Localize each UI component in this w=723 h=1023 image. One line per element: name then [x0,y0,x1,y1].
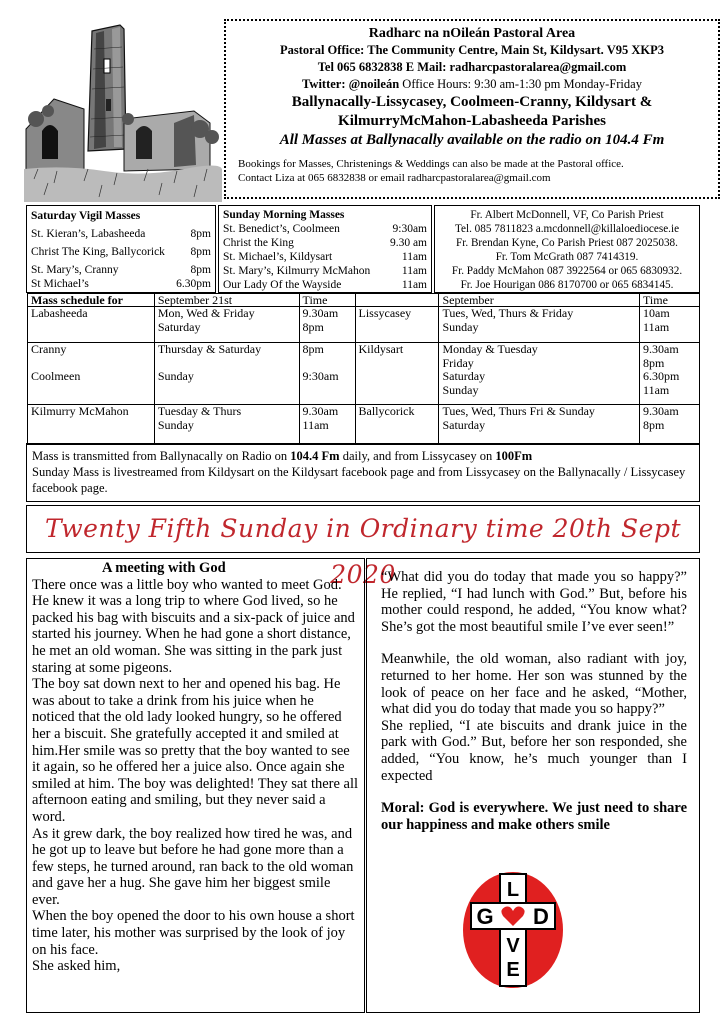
table-cell: Labasheeda [28,307,155,343]
table-row [28,405,700,445]
transmission-note [26,443,700,502]
church-ruin-illustration [24,19,222,202]
table-cell: 10am 11am [640,307,700,343]
pastoral-header-box [224,19,720,199]
logo-letter-d: D [533,904,549,929]
transmission-line-2: Sunday Mass is livestreamed from Kildysart on the Kildysart facebook page and from Lissycasey on the Ballynacally / Lissycasey facebook page. [32,465,686,495]
logo-letter-e: E [506,959,520,981]
table-header-cell: Mass schedule for [28,294,155,307]
list-item: St. Michael’s, Kildysart 11am [223,251,427,263]
table-header-cell [355,294,439,307]
pastoral-office-address: Pastoral Office: The Community Centre, Main St, Kildysart. V95 XKP3 [280,43,664,57]
logo-letter-l: L [506,879,520,901]
list-item: Christ the King 9.30 am [223,237,427,249]
radio-note: All Masses at Ballynacally available on the radio on 104.4 Fm [279,132,665,148]
clergy-line: Fr. Brendan Kyne, Co Parish Priest 087 2025038. [456,237,678,249]
table-cell: 9.30am 8pm [640,405,700,445]
table-header-cell: Time [299,294,355,307]
list-item: St. Kieran’s, Labasheeda 8pm [31,228,211,240]
list-item: St. Mary’s, Cranny 8pm [31,264,211,276]
parishes-line-1: Ballynacally-Lissycasey, Coolmeen-Cranny, Kildysart & [291,94,653,110]
clergy-line: Fr. Paddy McMahon 087 3922564 or 065 6830932. [451,265,683,277]
bookings-line-2: Contact Liza at 065 6832838 or email radharcpastoralarea@gmail.com [238,172,551,184]
story-paragraph: When the boy opened the door to his own house a short time later, his mother was surprised by the look of joy on his face. [32,908,355,958]
table-cell: 8pm 9:30am [299,343,355,405]
table-cell: Monday & Tuesday Friday Saturday Sunday [439,343,640,405]
clergy-line: Fr. Tom McGrath 087 7414319. [495,251,639,263]
story-paragraph: “What did you do today that made you so happy?” He replied, “I had lunch with God.” But, before his mother could respond, he added, “You know what? She’s got the most beautiful smile I’ve ever seen!” [381,569,687,635]
table-row [28,307,700,343]
list-item: St. Benedict’s, Coolmeen 9:30am [223,223,427,235]
clergy-box [434,205,700,293]
transmission-line-1: Mass is transmitted from Ballynacally on Radio on 104.4 Fm daily, and from Lissycasey on 100Fm [32,449,533,463]
table-header-row [28,294,700,307]
sunday-morning-box [218,205,432,293]
mass-schedule-table [27,293,700,445]
table-cell: Mon, Wed & Friday Saturday [154,307,299,343]
god-love-cross-logo [461,870,566,990]
story-left-column [26,558,365,1013]
story-paragraph: She asked him, [32,958,121,975]
table-header-cell: Time [640,294,700,307]
story-paragraph: As it grew dark, the boy realized how tired he was, and he got up to leave but before he had gone more than a few steps, he turned around, ran back to the old woman and gave her a hug. She gave him her biggest smile ever. [32,825,354,908]
list-item: Our Lady Of the Wayside 11am [223,279,427,291]
sunday-title: Sunday Morning Masses [223,209,345,221]
table-cell: Ballycorick [355,405,439,445]
table-cell: Tues, Wed, Thurs Fri & Sunday Saturday [439,405,640,445]
table-header-cell: September 21st [154,294,299,307]
list-item: St. Mary’s, Kilmurry McMahon 11am [223,265,427,277]
twitter-handle: Twitter: @noileán [302,77,400,91]
table-cell: Kilmurry McMahon [28,405,155,445]
banner-title: Twenty Fifth Sunday in Ordinary time 20th Sept 2020 [44,514,682,589]
contact-line: Tel 065 6832838 E Mail: radharcpastoralarea@gmail.com [317,60,627,74]
clergy-line: Fr. Albert McDonnell, VF, Co Parish Priest [470,209,664,221]
table-cell: Tues, Wed, Thurs & Friday Sunday [439,307,640,343]
logo-letter-g: G [476,904,494,929]
pastoral-area-title: Radharc na nOileán Pastoral Area [368,26,576,41]
story-moral: Moral: God is everywhere. We just need to share our happiness and make others smile [381,800,687,833]
table-cell: Thursday & Saturday Sunday [154,343,299,405]
table-cell: Cranny Coolmeen [28,343,155,405]
table-cell: 9.30am 11am [299,405,355,445]
story-paragraph: Meanwhile, the old woman, also radiant with joy, returned to her home. Her son was stunned by the look of peace on her face and he asked, “Mother, what did you do today that made you so happy?” [381,651,687,718]
clergy-line: Tel. 085 7811823 a.mcdonnell@killaloediocese.ie [454,223,680,235]
table-header-cell: September [439,294,640,307]
story-paragraph: The boy sat down next to her and opened his bag. He was about to take a drink from his juice when he noticed that the old lady looked hungry, so he offered her a biscuit. She gratefully accepted it and smiled at him.Her smile was so pretty that the boy wanted to see it again, so he offered her a juice also. Once again she smiled at him. The boy was delighted! They sat there all afternoon eating and smiling, but they never said a word. [32,676,359,825]
list-item: Christ The King, Ballycorick 8pm [31,246,211,258]
logo-letter-v: V [506,935,520,957]
table-cell: Kildysart [355,343,439,405]
table-cell: 9.30am 8pm 6.30pm 11am [640,343,700,405]
story-paragraph: She replied, “I ate biscuits and drank juice in the park with God.” But, before her son responded, she added, “You know, he’s much younger than I expected [381,717,687,784]
bookings-note [238,157,624,185]
twitter-hours-line [226,76,718,93]
saturday-vigil-box [26,205,216,293]
story-title: A meeting with God [102,560,226,576]
list-item: St Michael’s 6.30pm [31,278,211,290]
table-cell: Tuesday & Thurs Sunday [154,405,299,445]
clergy-line: Fr. Joe Hourigan 086 8170700 or 065 6834145. [460,279,674,291]
parish-names [226,93,718,131]
table-cell: Lissycasey [355,307,439,343]
office-hours: Office Hours: 9:30 am-1:30 pm Monday-Friday [399,77,642,91]
bookings-line-1: Bookings for Masses, Christenings & Weddings can also be made at the Pastoral office. [238,158,624,170]
parishes-line-2: KilmurryMcMahon-Labasheeda Parishes [338,113,606,129]
table-cell: 9.30am 8pm [299,307,355,343]
story-paragraph: There once was a little boy who wanted to meet God. He knew it was a long trip to where God lived, so he packed his bag with biscuits and a six-pack of juice and started his journey. When he had gone a short distance, he met an old woman. She was sitting in the park just staring at some pigeons. [32,576,355,676]
table-row [28,343,700,405]
saturday-title: Saturday Vigil Masses [31,210,141,222]
